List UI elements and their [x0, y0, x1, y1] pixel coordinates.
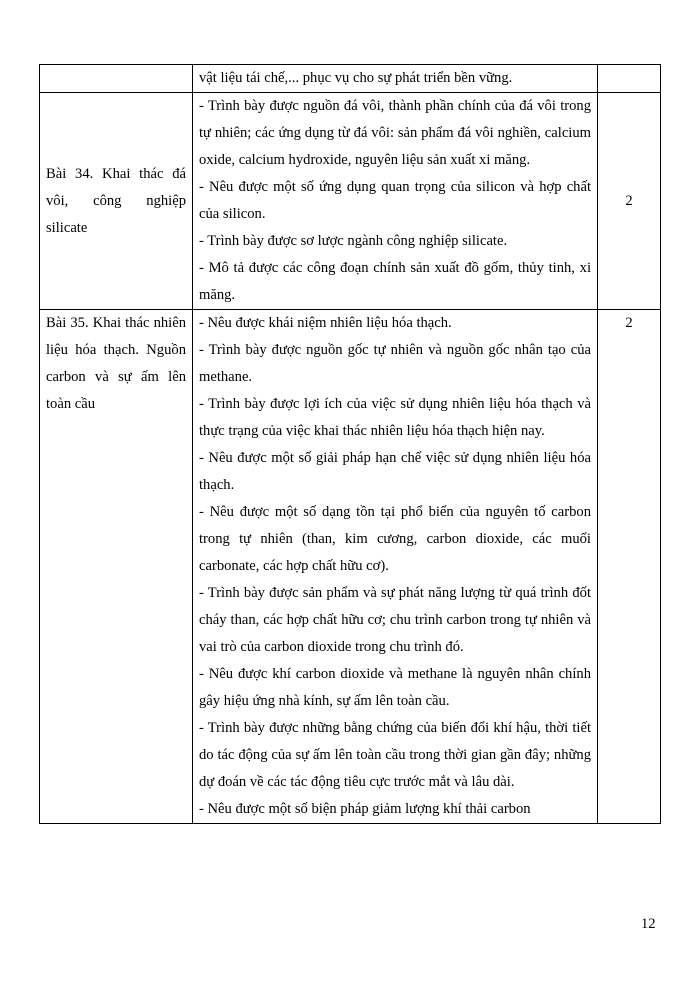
content-item: vật liệu tái chế,... phục vụ cho sự phát triển bền vững.: [199, 70, 513, 86]
lesson-cell: [40, 310, 193, 824]
table-row: [40, 310, 661, 824]
curriculum-table: [39, 64, 661, 824]
lesson-title: Bài 34. Khai thác đá vôi, công nghiệp silicate: [46, 165, 186, 236]
content-item: - Trình bày được những bằng chứng của biến đổi khí hậu, thời tiết do tác động của sự ấm lên toàn cầu trong thời gian gần đây; những dự đoán về các tác động tiêu cực trước mắt và lâu dài.: [199, 720, 591, 790]
content-item: - Trình bày được sơ lược ngành công nghiệp silicate.: [199, 233, 508, 249]
periods-cell: [598, 65, 661, 93]
content-item: - Nêu được một số giải pháp hạn chế việc sử dụng nhiên liệu hóa thạch.: [199, 450, 591, 493]
content-cell: [193, 65, 598, 93]
content-item: - Trình bày được nguồn gốc tự nhiên và nguồn gốc nhân tạo của methane.: [199, 342, 591, 385]
content-item: - Trình bày được nguồn đá vôi, thành phần chính của đá vôi trong tự nhiên; các ứng dụng từ đá vôi: sản phẩm đá vôi nghiền, calcium oxide, calcium hydroxide, nguyên liệu sản xuất xi măng.: [199, 98, 591, 168]
periods-value: 2: [625, 315, 633, 331]
content-cell: [193, 310, 598, 824]
content-item: - Nêu được một số ứng dụng quan trọng của silicon và hợp chất của silicon.: [199, 179, 591, 222]
lesson-cell: [40, 65, 193, 93]
periods-cell: [598, 310, 661, 824]
page-number: 12: [641, 916, 656, 932]
lesson-cell: [40, 93, 193, 310]
content-item: - Mô tả được các công đoạn chính sản xuất đồ gốm, thủy tinh, xi măng.: [199, 260, 591, 303]
content-item: - Trình bày được sản phẩm và sự phát năng lượng từ quá trình đốt cháy than, các hợp chất hữu cơ; chu trình carbon trong tự nhiên và vai trò của carbon dioxide trong chu trình đó.: [199, 585, 591, 655]
content-cell: [193, 93, 598, 310]
content-item: - Nêu được một số dạng tồn tại phổ biến của nguyên tố carbon trong tự nhiên (than, kim cương, carbon dioxide, các muối carbonate, các hợp chất hữu cơ).: [199, 504, 591, 574]
content-item: - Nêu được khí carbon dioxide và methane là nguyên nhân chính gây hiệu ứng nhà kính, sự ấm lên toàn cầu.: [199, 666, 591, 709]
lesson-title: Bài 35. Khai thác nhiên liệu hóa thạch. Nguồn carbon và sự ấm lên toàn cầu: [46, 315, 186, 412]
content-item: - Nêu được khái niệm nhiên liệu hóa thạch.: [199, 315, 452, 331]
periods-cell: [598, 93, 661, 310]
table-row: [40, 93, 661, 310]
periods-value: 2: [625, 192, 633, 209]
content-item: - Nêu được một số biện pháp giảm lượng khí thải carbon: [199, 801, 531, 817]
content-item: - Trình bày được lợi ích của việc sử dụng nhiên liệu hóa thạch và thực trạng của việc khai thác nhiên liệu hóa thạch hiện nay.: [199, 396, 591, 439]
table-row: [40, 65, 661, 93]
